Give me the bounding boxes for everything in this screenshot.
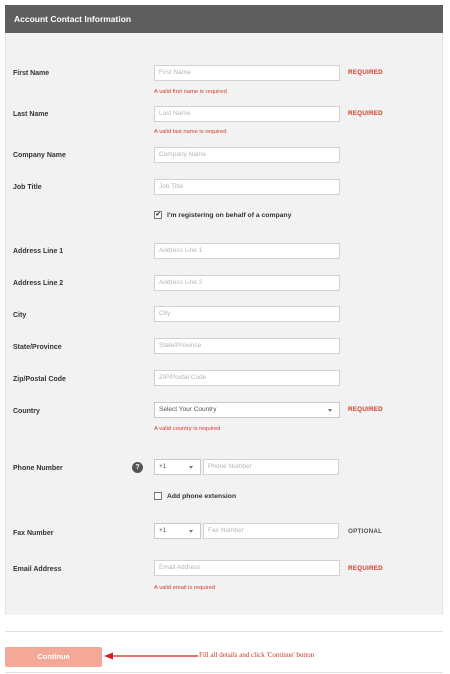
company-name-label: Company Name: [13, 152, 66, 159]
fax-country-code-value: +1: [159, 527, 167, 534]
first-name-input[interactable]: First Name: [154, 65, 340, 81]
address1-input[interactable]: Address Line 1: [154, 243, 340, 259]
first-name-required-tag: REQUIRED: [348, 69, 383, 76]
phone-country-code-value: +1: [159, 463, 167, 470]
country-error: A valid country is required: [154, 426, 221, 432]
company-name-input[interactable]: Company Name: [154, 147, 340, 163]
last-name-error: A valid last name is required: [154, 129, 227, 135]
address1-label: Address Line 1: [13, 248, 64, 255]
fax-country-code-select[interactable]: [154, 523, 201, 539]
phone-label: Phone Number: [13, 465, 63, 472]
country-label: Country: [13, 408, 40, 415]
last-name-label: Last Name: [13, 111, 49, 118]
chevron-down-icon: [328, 409, 332, 412]
fax-optional-tag: OPTIONAL: [348, 528, 383, 535]
state-label: State/Province: [13, 344, 62, 351]
phone-country-code-select[interactable]: [154, 459, 201, 475]
help-icon[interactable]: ?: [132, 462, 143, 473]
country-required-tag: REQUIRED: [348, 406, 383, 413]
email-required-tag: REQUIRED: [348, 565, 383, 572]
address2-label: Address Line 2: [13, 280, 64, 287]
country-select-value: Select Your Country: [159, 406, 217, 413]
fax-label: Fax Number: [13, 530, 54, 537]
company-checkbox-row[interactable]: [154, 211, 291, 219]
email-label: Email Address: [13, 566, 62, 573]
annotation-arrow-icon: [104, 651, 199, 661]
last-name-input[interactable]: Last Name: [154, 106, 340, 122]
annotation-note: Fill all details and click 'Continue' button: [199, 651, 315, 659]
job-title-label: Job Title: [13, 184, 42, 191]
city-input[interactable]: City: [154, 306, 340, 322]
footer-divider-top: [5, 631, 443, 632]
email-input[interactable]: Email Address: [154, 560, 340, 576]
first-name-label: First Name: [13, 70, 50, 77]
address2-input[interactable]: Address Line 2: [154, 275, 340, 291]
last-name-required-tag: REQUIRED: [348, 110, 383, 117]
phone-input[interactable]: Phone Number: [203, 459, 339, 475]
phone-extension-checkbox[interactable]: [154, 492, 162, 500]
zip-label: Zip/Postal Code: [13, 376, 66, 383]
email-error: A valid email is required: [154, 585, 216, 591]
job-title-input[interactable]: Job Title: [154, 179, 340, 195]
company-checkbox-label: I'm registering on behalf of a company: [167, 211, 292, 219]
footer-divider-bottom: [5, 672, 443, 673]
country-select[interactable]: [154, 402, 340, 418]
chevron-down-icon: [189, 466, 193, 469]
continue-button[interactable]: Continue: [5, 647, 102, 667]
first-name-error: A valid first name is required: [154, 89, 227, 95]
zip-input[interactable]: ZIP/Postal Code: [154, 370, 340, 386]
fax-input[interactable]: Fax Number: [203, 523, 339, 539]
chevron-down-icon: [189, 530, 193, 533]
phone-extension-row[interactable]: [154, 492, 236, 500]
city-label: City: [13, 312, 27, 319]
company-checkbox[interactable]: ✔: [155, 212, 161, 218]
phone-extension-label: Add phone extension: [167, 492, 237, 500]
state-input[interactable]: State/Province: [154, 338, 340, 354]
section-header: Account Contact Information: [5, 5, 443, 33]
